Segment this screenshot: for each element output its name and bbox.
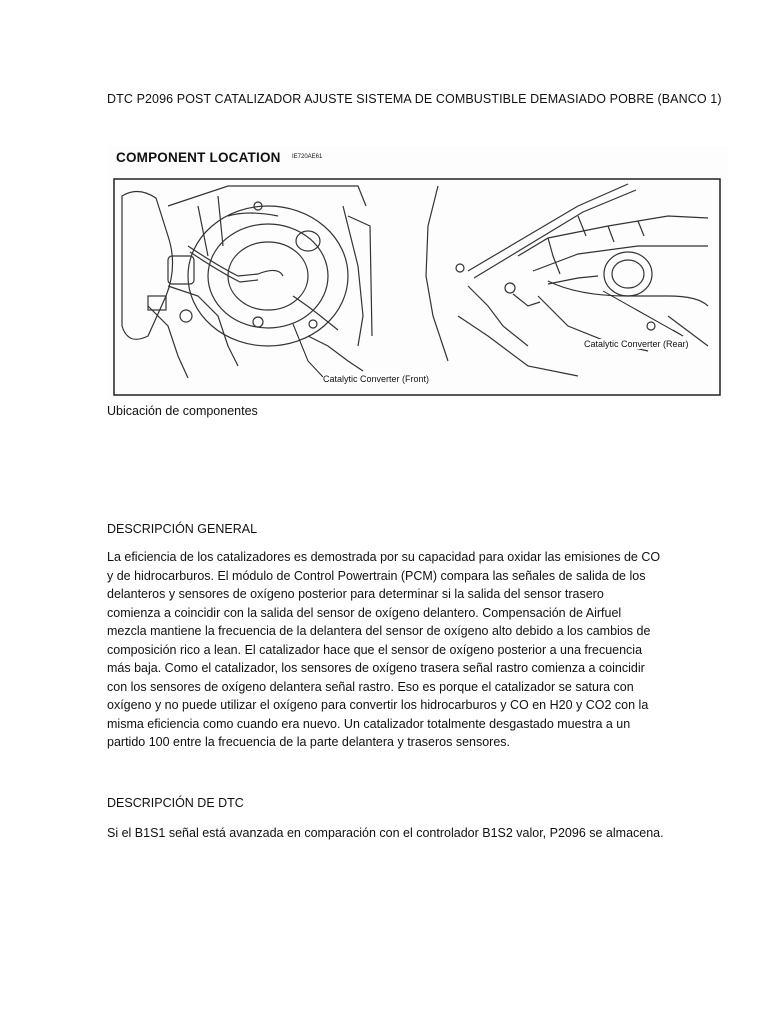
component-location-figure [108,146,728,398]
figure-header: COMPONENT LOCATION [116,150,281,165]
dtc-description-paragraph: Si el B1S1 señal está avanzada en comparación con el controlador B1S2 valor, P2096 se almacena. [107,826,664,840]
document-title: DTC P2096 POST CATALIZADOR AJUSTE SISTEMA DE COMBUSTIBLE DEMASIADO POBRE (BANCO 1) [107,92,722,106]
paragraph-line: con los sensores de oxígeno delantera señal rastro. Eso es porque el catalizador se satura con [107,679,634,694]
paragraph-line: más baja. Como el catalizador, los sensores de oxígeno trasera señal rastro comienza a coincidir [107,661,645,675]
paragraph-line: misma eficiencia como cuando era nuevo. Un catalizador totalmente desgastado muestra a un [107,716,631,731]
paragraph-line: delanteros y sensores de oxígeno posterior para determinar si la salida del sensor trasero [107,587,604,601]
paragraph-line: composición rico a lean. El catalizador hace que el sensor de oxígeno posterior a una frecuencia [107,642,643,657]
figure-code: IE720AE61 [292,154,323,160]
paragraph-line: La eficiencia de los catalizadores es demostrada por su capacidad para oxidar las emisiones de CO [107,550,661,564]
paragraph-line: partido 100 entre la frecuencia de la parte delantera y traseros sensores. [107,735,511,749]
catalytic-converter-front-label: Catalytic Converter (Front) [323,374,430,384]
figure-caption: Ubicación de componentes [107,404,258,418]
dtc-description-heading: DESCRIPCIÓN DE DTC [107,796,244,810]
catalytic-converter-rear-label: Catalytic Converter (Rear) [584,339,689,349]
general-description-paragraph [107,548,682,752]
paragraph-line: comienza a coincidir con la salida del sensor de oxígeno delantero. Compensación de Airfuel [107,605,622,620]
front-engine-sketch [122,186,372,378]
engine-diagram-illustration [108,146,728,398]
paragraph-line: y de hidrocarburos. El módulo de Control Powertrain (PCM) compara las señales de salida de los [107,568,646,583]
general-description-heading: DESCRIPCIÓN GENERAL [107,522,258,536]
paragraph-line: oxígeno y no puede utilizar el oxígeno para convertir los hidrocarburos y CO en H20 y CO2 con la [107,698,649,712]
paragraph-line: mezcla mantiene la frecuencia de la delantera del sensor de oxígeno alto debido a los cambios de [107,624,651,638]
